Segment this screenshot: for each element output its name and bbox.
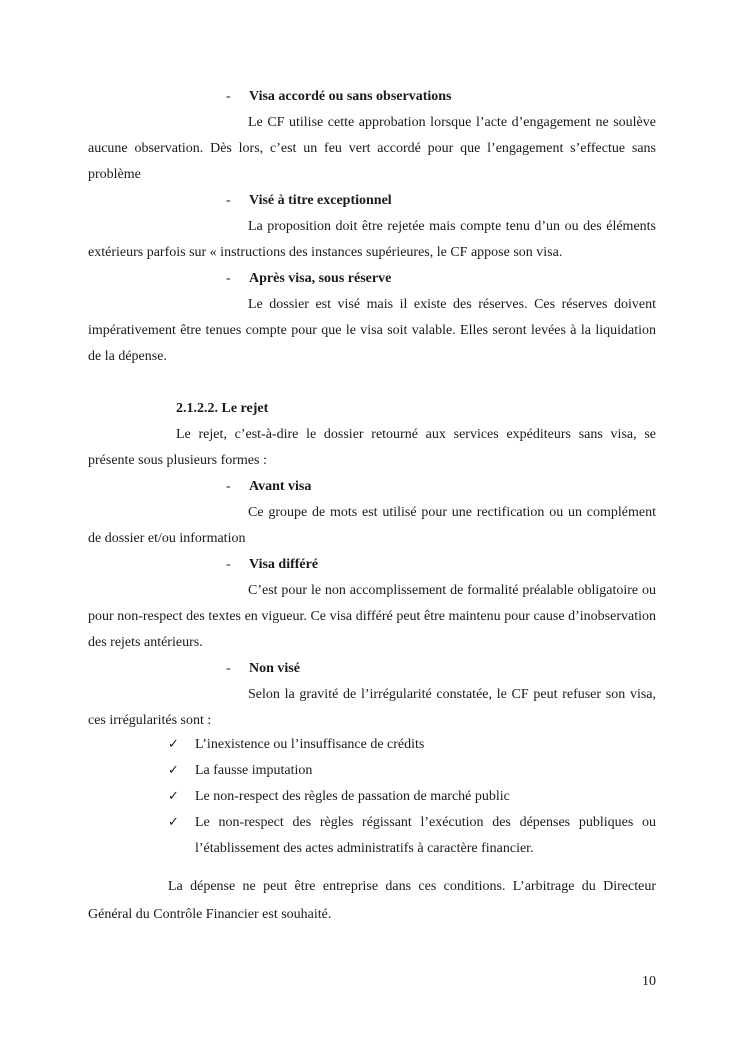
page-number: 10 — [642, 974, 656, 989]
heading-visa-differe: Visa différé — [249, 557, 319, 572]
heading-vise-exceptionnel: Visé à titre exceptionnel — [249, 193, 392, 208]
dash-bullet: - — [226, 479, 231, 494]
heading-visa-accorde: Visa accordé ou sans observations — [249, 89, 452, 104]
paragraph-non-vise: Selon la gravité de l’irrégularité constatée, le CF peut refuser son visa, ces irrégularités sont : — [88, 687, 656, 728]
dash-bullet: - — [226, 89, 231, 104]
checkmark-icon: ✓ — [168, 763, 179, 778]
paragraph-visa-accorde: Le CF utilise cette approbation lorsque l’acte d’engagement ne soulève aucune observation. Dès lors, c’est un feu vert accordé pour que l’engagement s’effectue sans problème — [88, 115, 656, 182]
list-item: Le non-respect des règles de passation de marché public — [195, 789, 510, 804]
section-heading-rejet: 2.1.2.2. Le rejet — [176, 401, 269, 416]
dash-bullet: - — [226, 661, 231, 676]
checkmark-icon: ✓ — [168, 789, 179, 804]
heading-avant-visa: Avant visa — [249, 479, 312, 494]
paragraph-vise-exceptionnel: La proposition doit être rejetée mais compte tenu d’un ou des éléments extérieurs parfois sur « instructions des instances supérieures, le CF appose son visa. — [88, 219, 656, 260]
checkmark-icon: ✓ — [168, 815, 179, 830]
dash-bullet: - — [226, 193, 231, 208]
paragraph-rejet-intro: Le rejet, c’est-à-dire le dossier retourné aux services expéditeurs sans visa, se présente sous plusieurs formes : — [88, 427, 656, 468]
list-item: L’inexistence ou l’insuffisance de crédits — [195, 737, 425, 752]
checkmark-icon: ✓ — [168, 737, 179, 752]
paragraph-apres-visa: Le dossier est visé mais il existe des réserves. Ces réserves doivent impérativement être tenues compte pour que le visa soit valable. Elles seront levées à la liquidation de la dépense. — [88, 297, 656, 364]
paragraph-conclusion: La dépense ne peut être entreprise dans ces conditions. L’arbitrage du Directeur Général du Contrôle Financier est souhaité. — [88, 879, 656, 922]
dash-bullet: - — [226, 557, 231, 572]
heading-apres-visa: Après visa, sous réserve — [249, 271, 392, 286]
list-item: La fausse imputation — [195, 763, 313, 778]
dash-bullet: - — [226, 271, 231, 286]
heading-non-vise: Non visé — [249, 661, 300, 676]
paragraph-avant-visa: Ce groupe de mots est utilisé pour une rectification ou un complément de dossier et/ou information — [88, 505, 656, 546]
paragraph-visa-differe: C’est pour le non accomplissement de formalité préalable obligatoire ou pour non-respect des textes en vigueur. Ce visa différé peut être maintenu pour cause d’inobservation des rejets antérieurs. — [88, 583, 656, 650]
list-item: Le non-respect des règles régissant l’exécution des dépenses publiques ou l’établissement des actes administratifs à caractère financier. — [195, 815, 656, 856]
